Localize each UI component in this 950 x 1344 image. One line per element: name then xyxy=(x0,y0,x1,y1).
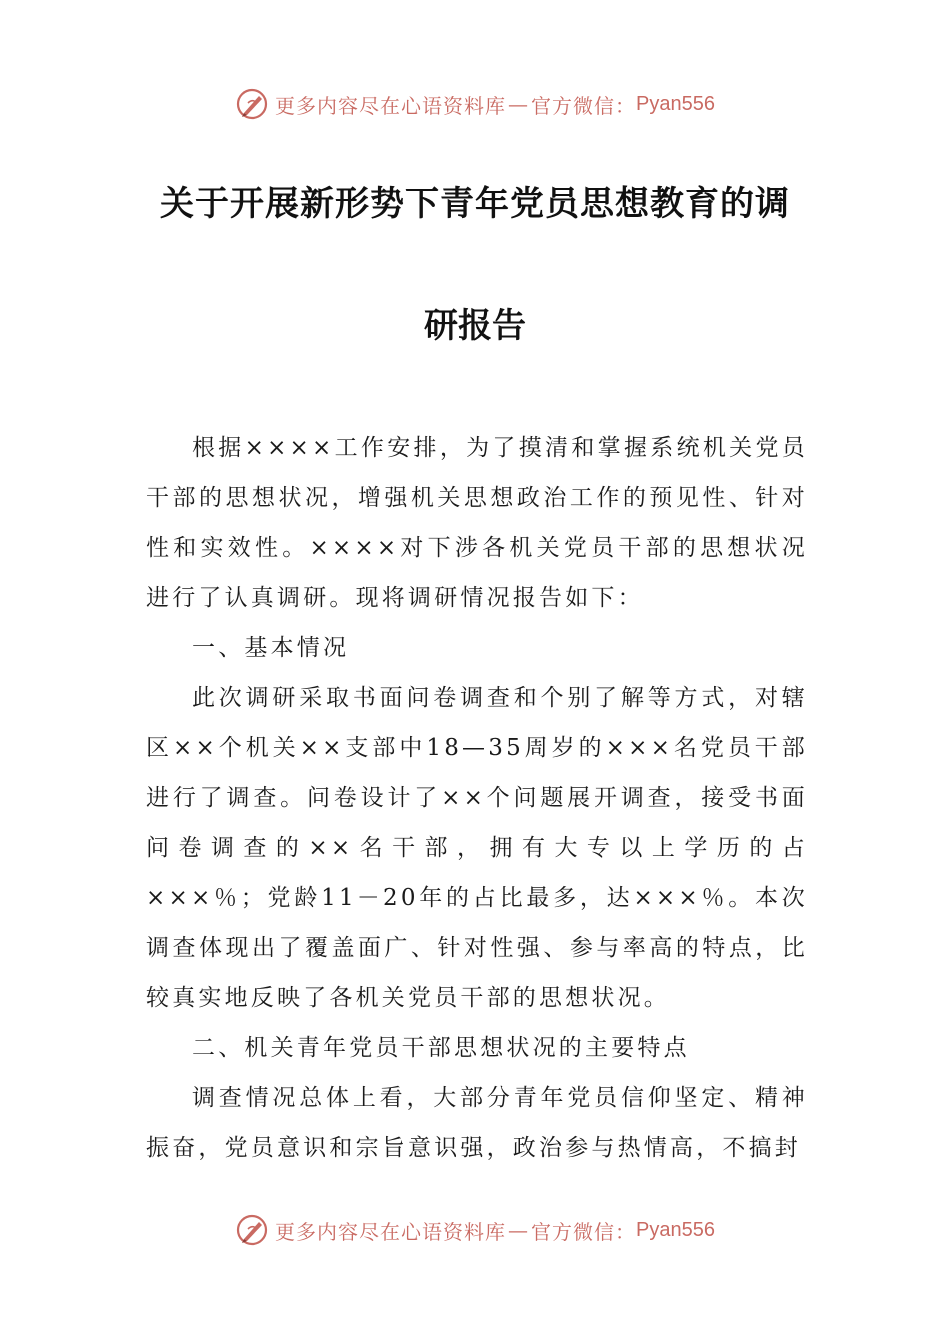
section-heading-2: 二、机关青年党员干部思想状况的主要特点 xyxy=(192,1035,690,1061)
watermark-dash: — xyxy=(508,92,530,116)
pen-logo-icon xyxy=(235,1213,269,1247)
watermark-id: Pyan556 xyxy=(636,1218,715,1241)
document-title-line1: 关于开展新形势下青年党员思想教育的调 xyxy=(160,184,790,224)
document-body xyxy=(146,423,808,1173)
footer-watermark xyxy=(0,1210,950,1250)
pen-logo-icon xyxy=(235,87,269,121)
watermark-dash: — xyxy=(508,1218,530,1242)
watermark-contact: 官方微信： xyxy=(531,93,637,118)
paragraph-basic-situation: 此次调研采取书面问卷调查和个别了解等方式，对辖区××个机关××支部中18—35周岁的×××名党员干部进行了调查。问卷设计了××个问题展开调查，接受书面问卷调查的××名干部，拥有大专以上学历的占×××％；党龄11－20年的占比最多，达×××％。本次调查体现出了覆盖面广、针对性强、参与率高的特点，比较真实地反映了各机关党员干部的思想状况。 xyxy=(146,685,808,1011)
paragraph-characteristics: 调查情况总体上看，大部分青年党员信仰坚定、精神振奋，党员意识和宗旨意识强，政治参与热情高，不搞封 xyxy=(146,1085,808,1161)
header-watermark xyxy=(0,84,950,124)
watermark-text: 更多内容尽在心语资料库 xyxy=(275,93,507,118)
document-title-line2: 研报告 xyxy=(424,306,526,346)
paragraph-intro: 根据××××工作安排，为了摸清和掌握系统机关党员干部的思想状况，增强机关思想政治工作的预见性、针对性和实效性。××××对下涉各机关党员干部的思想状况进行了认真调研。现将调研情况报告如下： xyxy=(146,435,808,611)
section-heading-1: 一、基本情况 xyxy=(192,635,350,661)
watermark-text: 更多内容尽在心语资料库 xyxy=(275,1219,507,1244)
watermark-contact: 官方微信： xyxy=(531,1219,637,1244)
watermark-id: Pyan556 xyxy=(636,92,715,115)
